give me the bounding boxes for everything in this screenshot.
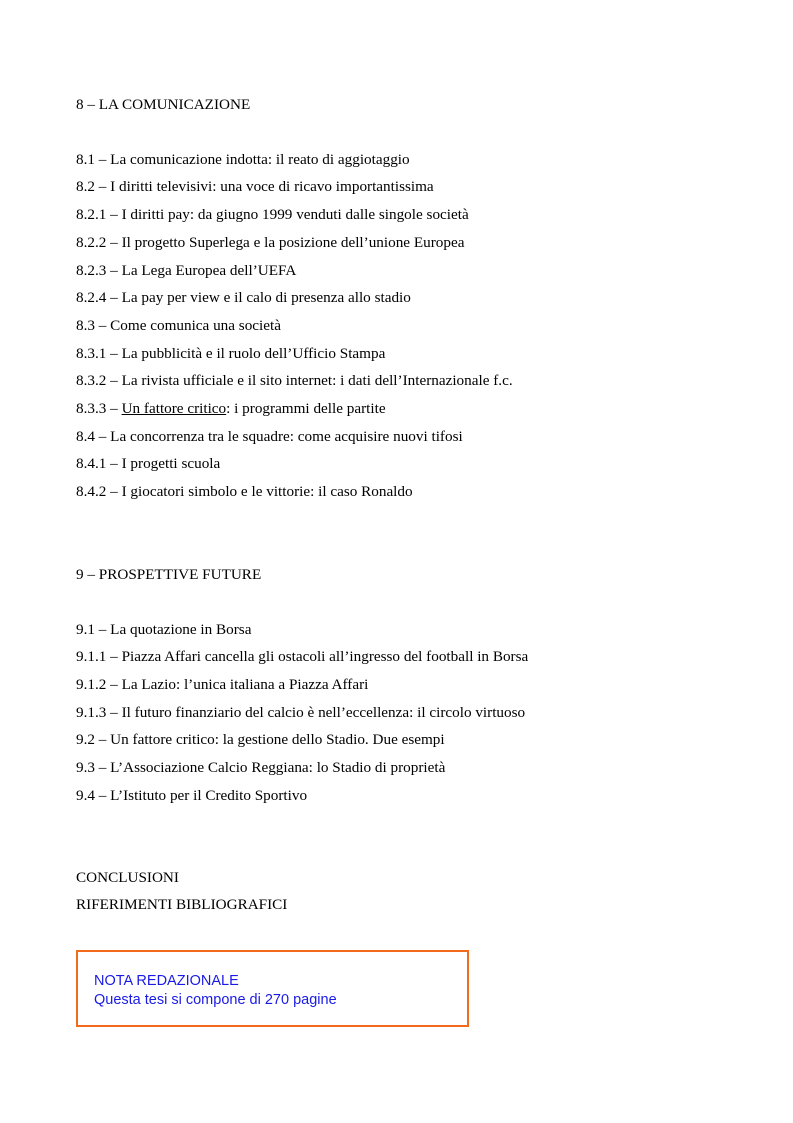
bibliography-heading: RIFERIMENTI BIBLIOGRAFICI — [76, 896, 288, 913]
toc-entry: 9.1 – La quotazione in Borsa — [76, 621, 252, 638]
toc-entry: 8.3.1 – La pubblicità e il ruolo dell’Ufficio Stampa — [76, 345, 386, 362]
toc-entry: 9.1.2 – La Lazio: l’unica italiana a Piazza Affari — [76, 676, 369, 693]
chapter-8-heading: 8 – LA COMUNICAZIONE — [76, 96, 251, 113]
chapter-9-heading: 9 – PROSPETTIVE FUTURE — [76, 566, 262, 583]
entry-prefix: 8.3.3 – — [76, 400, 122, 417]
underlined-phrase: Un fattore critico — [121, 400, 227, 417]
toc-entry: 9.4 – L’Istituto per il Credito Sportivo — [76, 787, 308, 804]
toc-entry-8-3-3 — [76, 400, 386, 418]
toc-entry: 8.2.1 – I diritti pay: da giugno 1999 venduti dalle singole società — [76, 206, 469, 223]
conclusions-heading: CONCLUSIONI — [76, 869, 179, 886]
note-body: Questa tesi si compone di 270 pagine — [94, 992, 337, 1008]
toc-entry: 9.1.1 – Piazza Affari cancella gli ostacoli all’ingresso del football in Borsa — [76, 648, 529, 665]
note-title: NOTA REDAZIONALE — [94, 973, 239, 989]
toc-entry: 8.4 – La concorrenza tra le squadre: come acquisire nuovi tifosi — [76, 428, 463, 445]
toc-entry: 8.2 – I diritti televisivi: una voce di ricavo importantissima — [76, 178, 434, 195]
toc-entry: 9.3 – L’Associazione Calcio Reggiana: lo Stadio di proprietà — [76, 759, 446, 776]
toc-entry: 9.1.3 – Il futuro finanziario del calcio è nell’eccellenza: il circolo virtuoso — [76, 704, 526, 721]
toc-entry: 8.3 – Come comunica una società — [76, 317, 281, 334]
toc-entry: 8.1 – La comunicazione indotta: il reato di aggiotaggio — [76, 151, 410, 168]
toc-entry: 8.3.2 – La rivista ufficiale e il sito internet: i dati dell’Internazionale f.c. — [76, 372, 513, 389]
toc-entry: 9.2 – Un fattore critico: la gestione dello Stadio. Due esempi — [76, 731, 445, 748]
toc-entry: 8.2.4 – La pay per view e il calo di presenza allo stadio — [76, 289, 411, 306]
editorial-note-box — [76, 950, 469, 1027]
entry-suffix: : i programmi delle partite — [226, 400, 386, 417]
toc-entry: 8.2.3 – La Lega Europea dell’UEFA — [76, 262, 297, 279]
toc-entry: 8.4.2 – I giocatori simbolo e le vittorie: il caso Ronaldo — [76, 483, 413, 500]
toc-entry: 8.2.2 – Il progetto Superlega e la posizione dell’unione Europea — [76, 234, 465, 251]
toc-entry: 8.4.1 – I progetti scuola — [76, 455, 221, 472]
